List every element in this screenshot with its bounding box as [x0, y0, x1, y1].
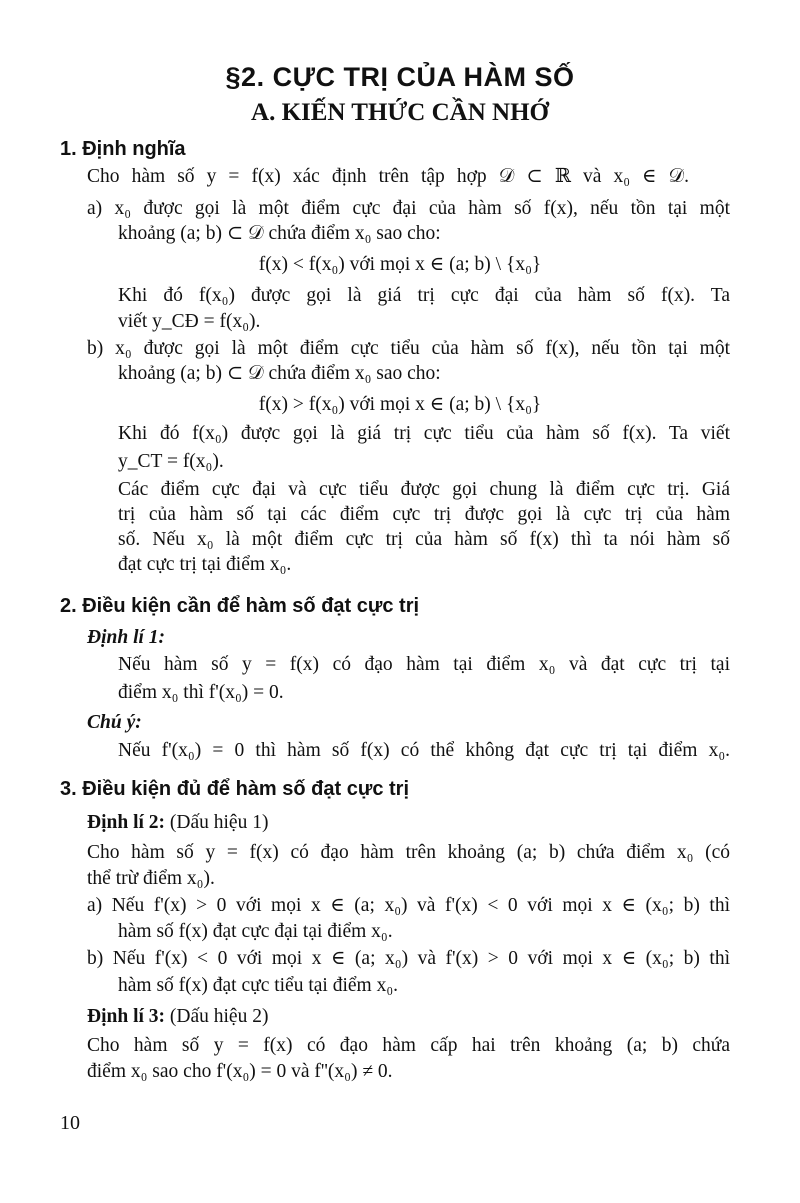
theorem-2-b-line-2: hàm số f(x) đạt cực tiểu tại điểm x₀. [118, 975, 398, 996]
def-b-formula: f(x) > f(x₀) với mọi x ∈ (a; b) \ {x₀} [258, 394, 542, 415]
theorem-2-title [87, 810, 268, 836]
extrema-line-1: Các điểm cực đại và cực tiểu được gọi chung là điểm cực trị. Giá [118, 479, 730, 500]
theorem-3-note: (Dấu hiệu 2) [165, 1006, 269, 1027]
theorem-1-label: Định lí 1: [87, 627, 166, 648]
page-number: 10 [60, 1112, 80, 1134]
theorem-2-a-line-2: hàm số f(x) đạt cực đại tại điểm x₀. [118, 921, 393, 942]
theorem-2-b-line-1: b) Nếu f'(x) < 0 với mọi x ∈ (a; x₀) và f'(x) > 0 với mọi x ∈ (x₀; b) thì [87, 948, 730, 969]
extrema-line-3: số. Nếu x₀ là một điểm cực trị của hàm số f(x) thì ta nói hàm số [118, 529, 730, 550]
section-subtitle: A. KIẾN THỨC CẦN NHỚ [251, 99, 549, 126]
note-label: Chú ý: [87, 712, 142, 733]
def-a-line-3: Khi đó f(x₀) được gọi là giá trị cực đại của hàm số f(x). Ta [118, 285, 730, 306]
def-b-line-3: Khi đó f(x₀) được gọi là giá trị cực tiểu của hàm số f(x). Ta viết [118, 423, 730, 444]
def-a-line-1: a) x₀ được gọi là một điểm cực đại của hàm số f(x), nếu tồn tại một [87, 198, 730, 219]
def-a-line-2: khoảng (a; b) ⊂ 𝒟 chứa điểm x₀ sao cho: [118, 223, 441, 244]
def-b-line-2: khoảng (a; b) ⊂ 𝒟 chứa điểm x₀ sao cho: [118, 363, 441, 384]
def-b-line-4: y_CT = f(x₀). [118, 451, 224, 472]
page-title: §2. CỰC TRỊ CỦA HÀM SỐ [225, 62, 575, 92]
def-b-line-1: b) x₀ được gọi là một điểm cực tiểu của hàm số f(x), nếu tồn tại một [87, 338, 730, 359]
theorem-2-line-1: Cho hàm số y = f(x) có đạo hàm trên khoảng (a; b) chứa điểm x₀ (có [87, 842, 730, 863]
note-text: Nếu f'(x₀) = 0 thì hàm số f(x) có thể không đạt cực trị tại điểm x₀. [118, 740, 730, 761]
theorem-2-note: (Dấu hiệu 1) [165, 812, 269, 833]
theorem-2-label: Định lí 2: [87, 812, 166, 833]
theorem-3-label: Định lí 3: [87, 1006, 166, 1027]
heading-sufficient-condition: 3. Điều kiện đủ để hàm số đạt cực trị [60, 778, 410, 800]
extrema-line-2: trị của hàm số tại các điểm cực trị được gọi là cực trị của hàm [118, 504, 730, 525]
theorem-2-line-2: thể trừ điểm x₀). [87, 868, 215, 889]
heading-definition: 1. Định nghĩa [60, 138, 186, 160]
theorem-3-line-1: Cho hàm số y = f(x) có đạo hàm cấp hai trên khoảng (a; b) chứa [87, 1035, 730, 1056]
definition-intro: Cho hàm số y = f(x) xác định trên tập hợp 𝒟 ⊂ ℝ và x₀ ∈ 𝒟. [87, 166, 689, 187]
extrema-line-4: đạt cực trị tại điểm x₀. [118, 554, 292, 575]
theorem-1-line-2: điểm x₀ thì f'(x₀) = 0. [118, 682, 284, 703]
def-a-line-4: viết y_CĐ = f(x₀). [118, 311, 261, 332]
def-a-formula: f(x) < f(x₀) với mọi x ∈ (a; b) \ {x₀} [258, 254, 542, 275]
theorem-2-a-line-1: a) Nếu f'(x) > 0 với mọi x ∈ (a; x₀) và f'(x) < 0 với mọi x ∈ (x₀; b) thì [87, 895, 730, 916]
theorem-3-title [87, 1004, 268, 1030]
theorem-3-line-2: điểm x₀ sao cho f'(x₀) = 0 và f''(x₀) ≠ 0. [87, 1061, 393, 1082]
theorem-1-line-1: Nếu hàm số y = f(x) có đạo hàm tại điểm x₀ và đạt cực trị tại [118, 654, 730, 675]
heading-necessary-condition: 2. Điều kiện cần để hàm số đạt cực trị [60, 595, 420, 617]
